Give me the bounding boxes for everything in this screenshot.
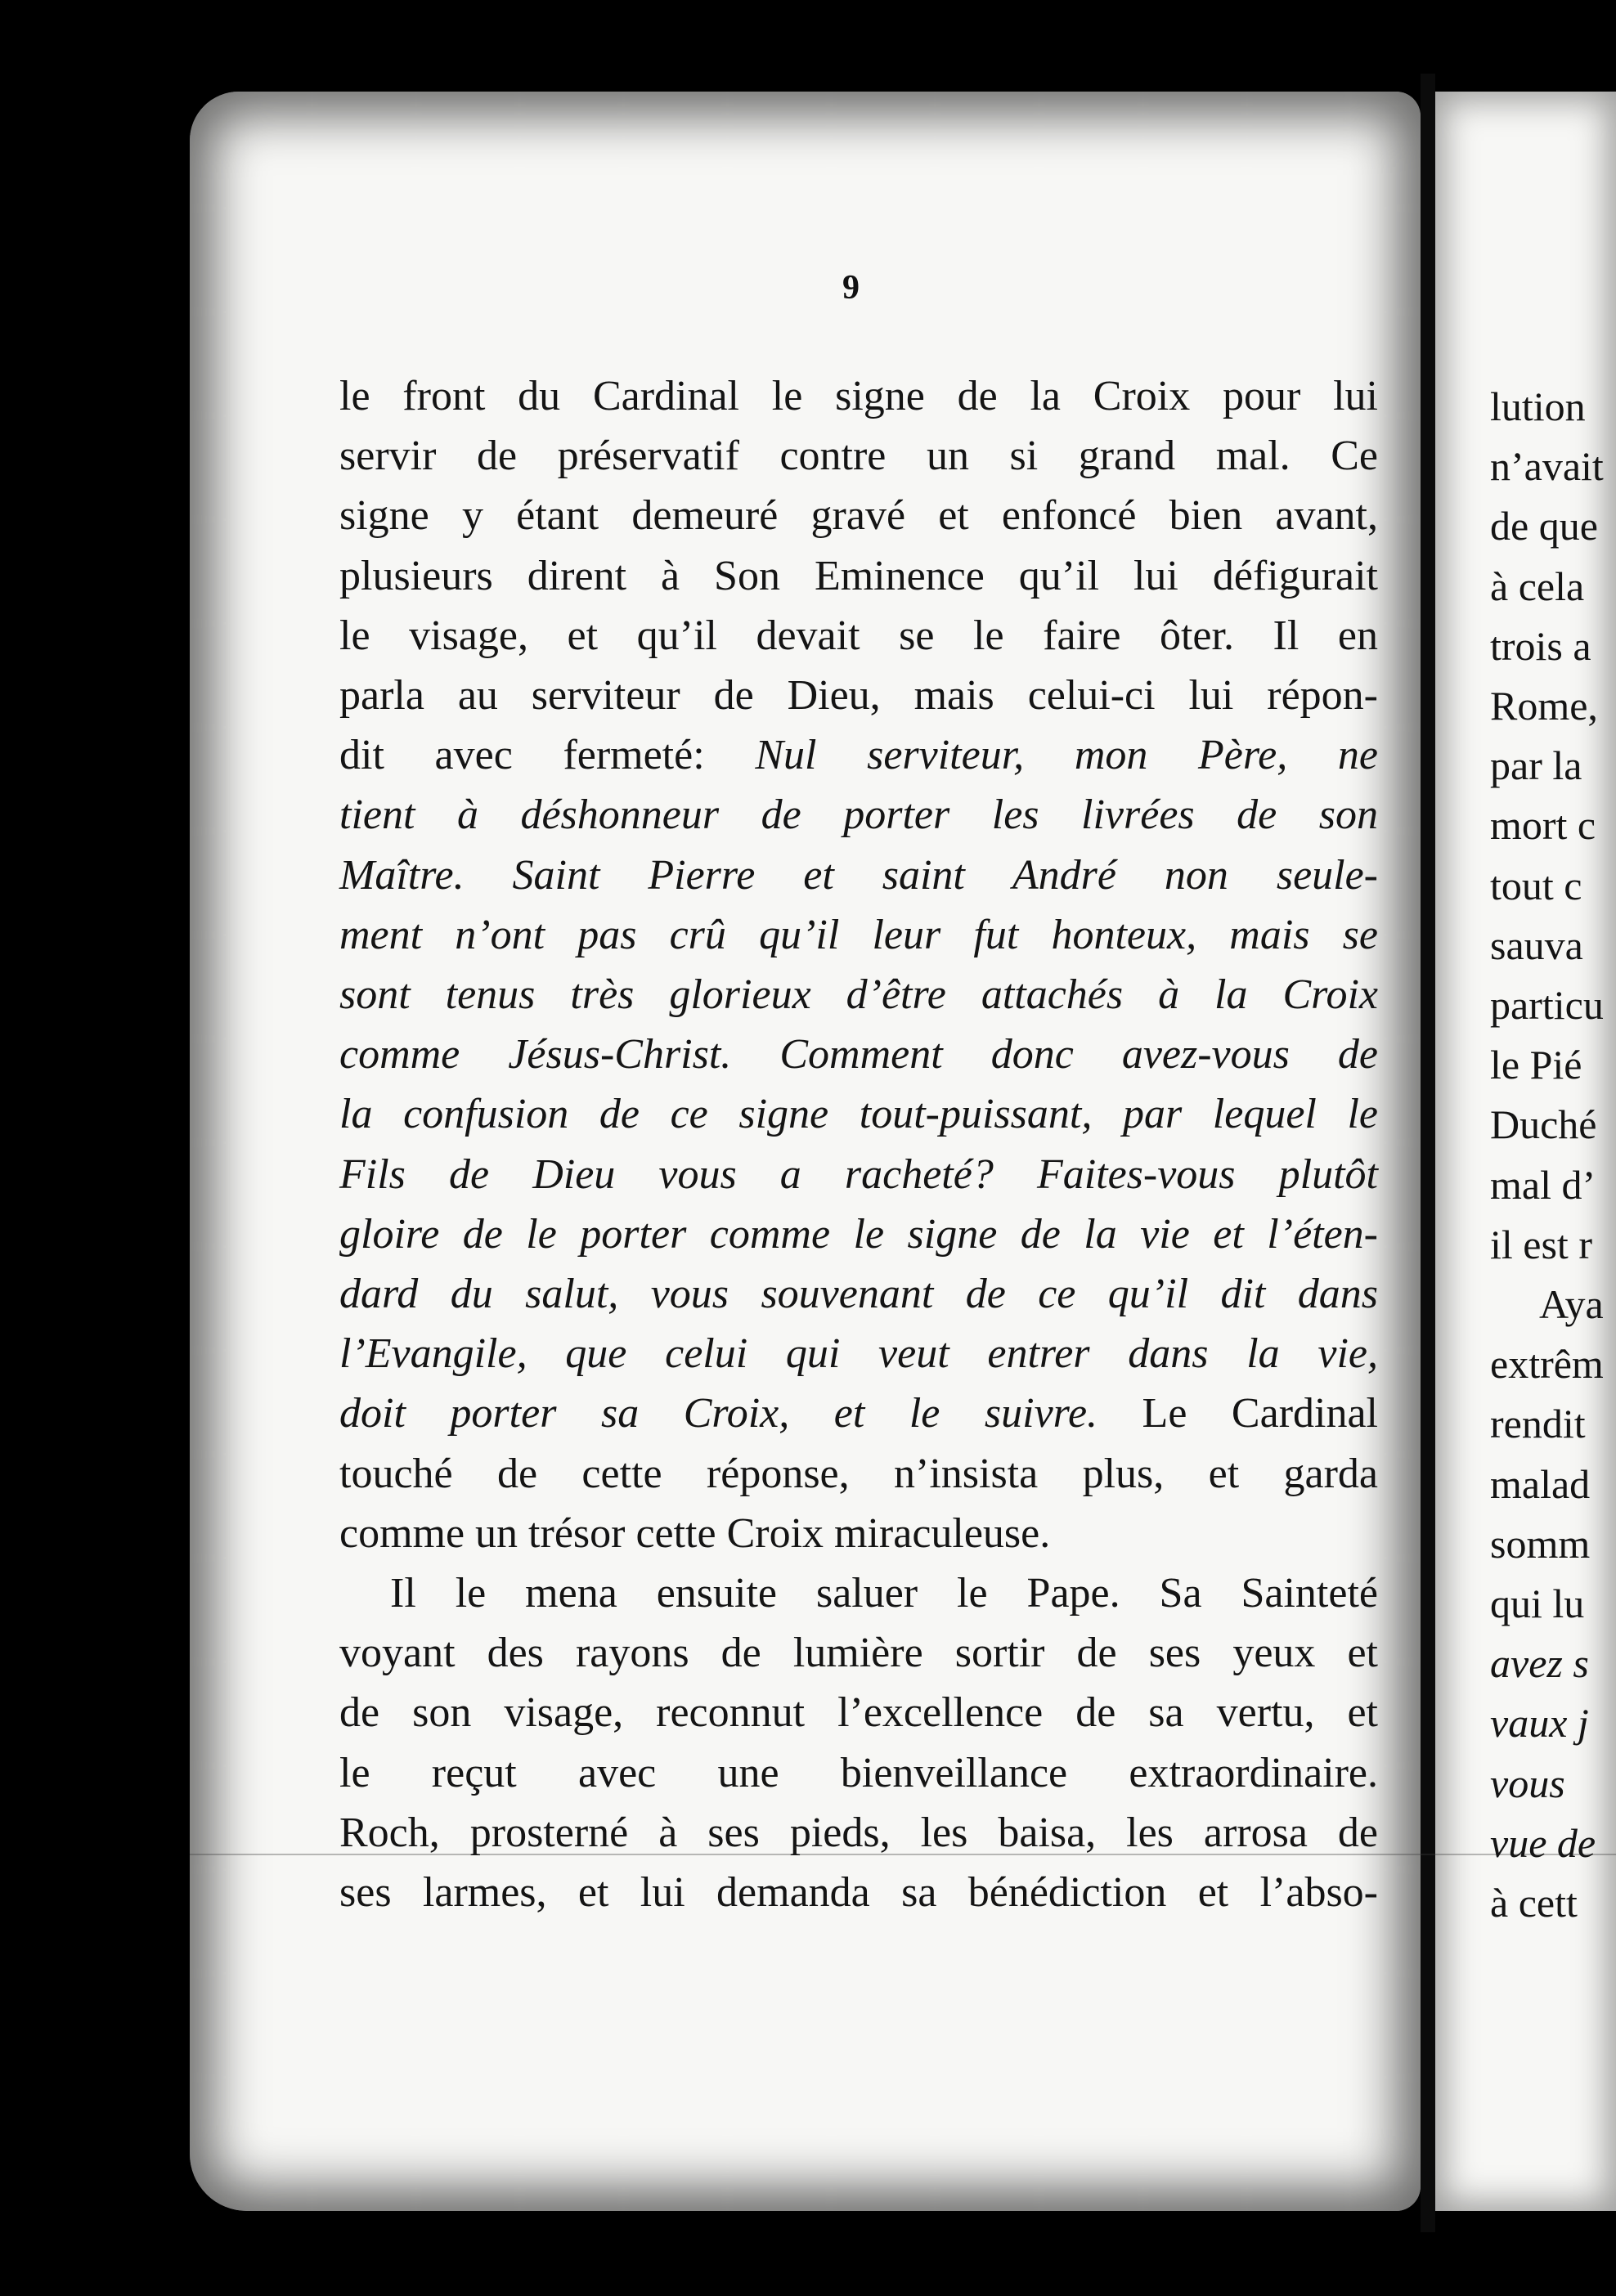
text-line-fragment: Duché [1490,1101,1597,1148]
text-line-fragment: à cela [1490,563,1585,609]
text-segment: servir de préservatif contre un si grand mal. Ce [339,433,1378,480]
text-line [339,1204,1378,1265]
italic-text-segment: sont tenus très glorieux d’être attachés à la Croix [339,971,1378,1018]
italic-text-segment: gloire de le porter comme le signe de la vie et l’éten- [339,1210,1378,1258]
text-line-fragment: tout c [1490,862,1582,908]
text-line [339,845,1378,906]
text-segment: Il le mena ensuite saluer le Pape. Sa Sainteté [390,1570,1378,1617]
text-line-fragment: extrêm [1490,1341,1604,1388]
text-line-fragment: Aya [1539,1281,1604,1327]
text-line [339,486,1378,546]
text-line [339,1623,1378,1684]
text-line-fragment: avez s [1490,1640,1589,1687]
text-line-fragment: lution [1490,383,1586,429]
text-line [339,666,1378,726]
text-line-fragment: vaux j [1490,1700,1589,1747]
text-line [339,905,1378,966]
text-line-fragment: n’avait [1490,443,1604,490]
text-line-fragment: trois a [1490,622,1591,669]
text-line [339,725,1378,786]
text-line-fragment: mal d’ [1490,1161,1596,1208]
text-segment: le visage, et qu’il devait se le faire ôter. Il en [339,612,1378,659]
text-line [339,366,1378,427]
text-line-fragment: de que [1490,503,1598,549]
text-segment: le front du Cardinal le signe de la Croix pour lui [339,373,1378,419]
text-line [339,546,1378,607]
text-line [339,785,1378,845]
text-segment: parla au serviteur de Dieu, mais celui-ci lui répon- [339,672,1378,719]
text-line-fragment: malad [1490,1460,1591,1507]
text-line [339,426,1378,487]
text-line-fragment: particu [1490,982,1604,1028]
text-line-fragment: somm [1490,1520,1591,1567]
text-line-fragment: qui lu [1490,1581,1585,1626]
italic-text-segment: dard du salut, vous souvenant de ce qu’il dit dans [339,1271,1378,1317]
text-line-fragment: Rome, [1490,683,1598,729]
text-line [339,1743,1378,1804]
text-line [339,1145,1378,1205]
text-line-fragment: le Pié [1490,1042,1582,1088]
text-line-fragment: à cett [1490,1880,1578,1926]
text-line [339,1803,1378,1863]
text-segment: plusieurs dirent à Son Eminence qu’il lui défigurait [339,552,1378,599]
text-line-fragment: vous [1490,1760,1565,1806]
text-line [339,1444,1378,1505]
text-line [339,1264,1378,1325]
italic-text-segment: doit porter sa Croix, et le suivre. [339,1390,1098,1437]
text-line [339,1084,1378,1145]
text-line-fragment: il est r [1490,1221,1592,1267]
page-number: 9 [842,269,860,307]
text-line [339,1683,1378,1743]
italic-text-segment: Nul serviteur, mon Père, ne [755,732,1378,779]
text-line [390,1563,1378,1624]
text-line-fragment: sauva [1490,922,1583,968]
text-segment: de son visage, reconnut l’excellence de sa vertu, et [339,1689,1378,1737]
text-line [339,965,1378,1025]
italic-text-segment: l’Evangile, que celui qui veut entrer dans la vie, [339,1330,1378,1378]
page-gutter [1421,74,1435,2232]
text-segment: dit avec fermeté: [339,732,756,779]
text-line [339,1863,1378,1923]
text-line-fragment: mort c [1490,802,1596,849]
text-segment: touché de cette réponse, n’insista plus, et garda [339,1450,1378,1497]
text-line-fragment: rendit [1490,1401,1586,1447]
text-segment: Roch, prosterné à ses pieds, les baisa, les arrosa de [339,1809,1378,1856]
text-line-fragment: vue de [1490,1819,1596,1866]
italic-text-segment: la confusion de ce signe tout-puissant, par lequel le [339,1091,1378,1138]
text-segment: le reçut avec une bienveillance extraordinaire. [339,1749,1378,1796]
text-line [339,606,1378,666]
text-line [339,1383,1378,1444]
italic-text-segment: tient à déshonneur de porter les livrées de son [339,791,1378,839]
italic-text-segment: Fils de Dieu vous a racheté? Faites-vous plutôt [339,1150,1378,1198]
text-line [339,1025,1378,1085]
text-line [339,1324,1378,1384]
italic-text-segment: ment n’ont pas crû qu’il leur fut honteux, mais se [339,911,1378,958]
text-segment: comme un trésor cette Croix miraculeuse. [339,1509,1051,1557]
italic-text-segment: Maître. Saint Pierre et saint André non seule- [339,851,1378,899]
text-segment: ses larmes, et lui demanda sa bénédiction et l’abso- [339,1869,1378,1916]
text-segment: Le Cardinal [1098,1390,1378,1437]
text-segment: voyant des rayons de lumière sortir de ses yeux et [339,1630,1378,1677]
text-line [339,1504,1378,1564]
italic-text-segment: comme Jésus-Christ. Comment donc avez-vous de [339,1031,1378,1078]
text-line-fragment: par la [1490,742,1582,789]
text-segment: signe y étant demeuré gravé et enfoncé bien avant, [339,492,1378,540]
